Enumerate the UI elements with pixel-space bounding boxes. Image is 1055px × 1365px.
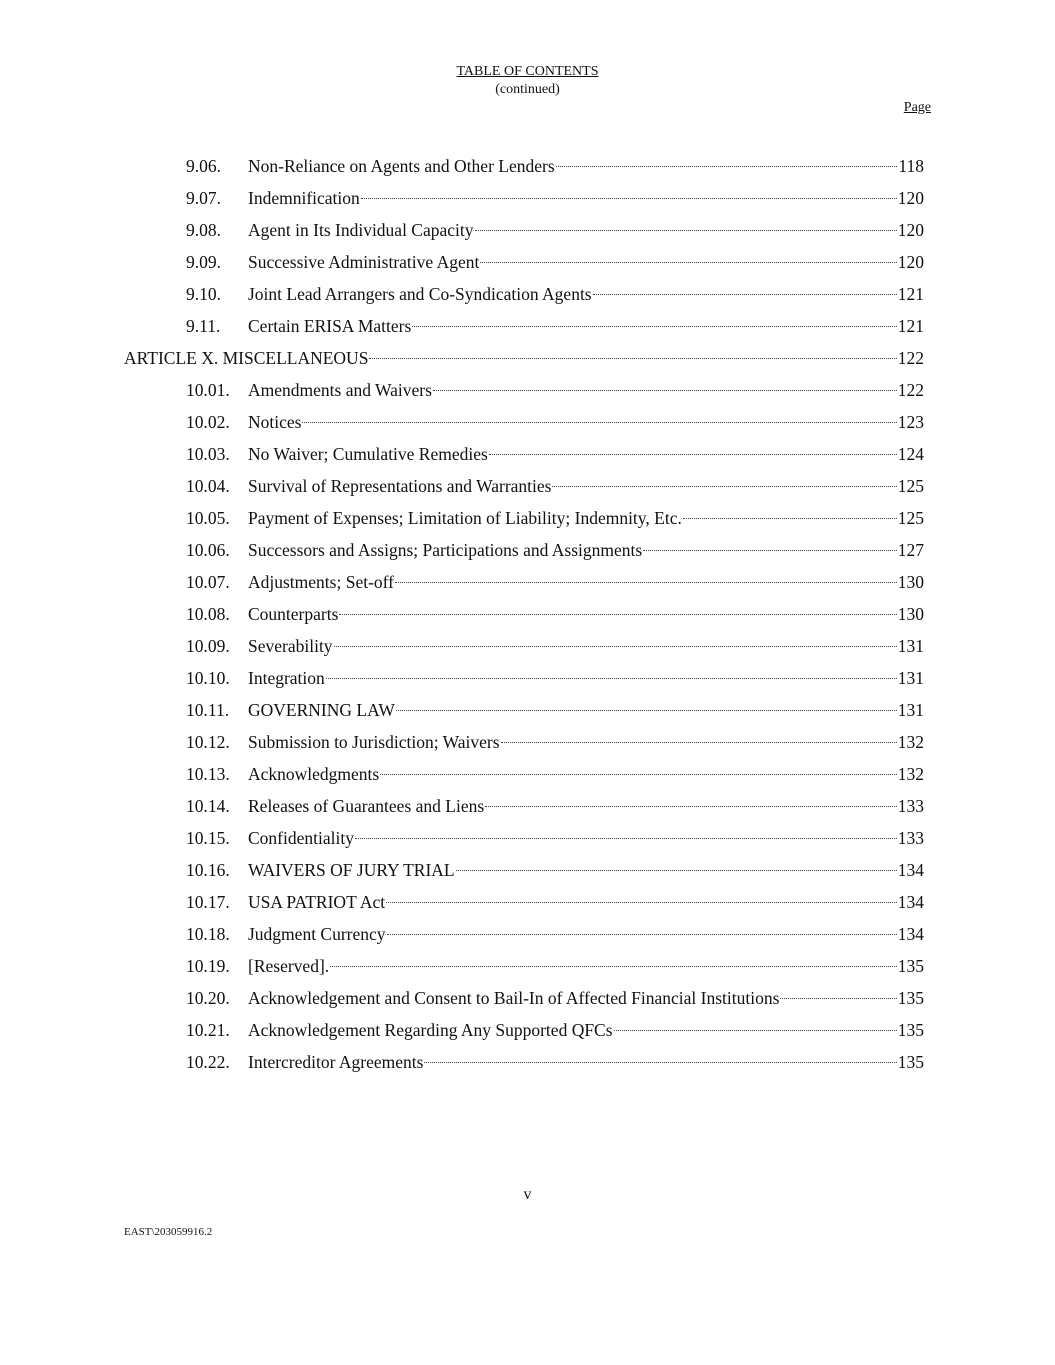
page-column-label: Page: [903, 100, 931, 115]
toc-entry[interactable]: [0, 150, 1055, 182]
toc-entry-line: [248, 982, 924, 1014]
footer-page-number: v: [523, 1186, 532, 1203]
toc-entry-number: 10.12.: [186, 732, 230, 752]
toc-entry-title: Intercreditor Agreements: [248, 1052, 424, 1072]
toc-entry-page: 130: [897, 604, 924, 624]
toc-entry-title: Adjustments; Set-off: [248, 572, 394, 592]
toc-entry-title: No Waiver; Cumulative Remedies: [248, 444, 488, 464]
dot-leader: [480, 262, 896, 263]
toc-entry-line: [248, 758, 924, 790]
dot-leader: [380, 774, 897, 775]
toc-entry-line: [248, 246, 924, 278]
toc-entry[interactable]: [0, 1014, 1055, 1046]
toc-entry-number: 9.06.: [186, 156, 221, 176]
toc-entry-line: [248, 214, 924, 246]
toc-entry-number: 10.10.: [186, 668, 230, 688]
toc-entry-line: [248, 406, 924, 438]
dot-leader: [424, 1062, 896, 1063]
dot-leader: [614, 1030, 897, 1031]
toc-entry-line: [248, 694, 924, 726]
toc-entry-page: 125: [897, 476, 924, 496]
toc-entry[interactable]: [0, 246, 1055, 278]
toc-entry-number: 10.09.: [186, 636, 230, 656]
toc-entry-line: [124, 342, 924, 374]
toc-entry-title: Acknowledgments: [248, 764, 380, 784]
toc-entry-number: 10.16.: [186, 860, 230, 880]
toc-entry[interactable]: [0, 694, 1055, 726]
toc-entry-line: [248, 790, 924, 822]
toc-entry[interactable]: [0, 534, 1055, 566]
toc-entry-page: 135: [897, 956, 924, 976]
dot-leader: [369, 358, 896, 359]
toc-entry-line: [248, 1014, 924, 1046]
toc-entry-title: Payment of Expenses; Limitation of Liability; Indemnity, Etc.: [248, 508, 682, 528]
toc-entry-line: [248, 854, 924, 886]
toc-entry-page: 134: [897, 892, 924, 912]
dot-leader: [456, 870, 897, 871]
toc-entry-title: Non-Reliance on Agents and Other Lenders: [248, 156, 555, 176]
toc-entry-title: Submission to Jurisdiction; Waivers: [248, 732, 500, 752]
dot-leader: [683, 518, 897, 519]
toc-entry-page: 132: [897, 732, 924, 752]
toc-entry-number: 10.01.: [186, 380, 230, 400]
toc-entry-number: 9.10.: [186, 284, 221, 304]
toc-entry-title: [Reserved].: [248, 956, 330, 976]
dot-leader: [485, 806, 897, 807]
toc-entry-page: 127: [897, 540, 924, 560]
dot-leader: [361, 198, 897, 199]
toc-entry-number: 10.18.: [186, 924, 230, 944]
toc-entry-title: Certain ERISA Matters: [248, 316, 412, 336]
dot-leader: [339, 614, 896, 615]
dot-leader: [355, 838, 897, 839]
dot-leader: [433, 390, 897, 391]
toc-entry-line: [248, 1046, 924, 1078]
toc-entry-page: 121: [897, 284, 924, 304]
toc-entry-page: 133: [897, 828, 924, 848]
toc-entry-line: [248, 278, 924, 310]
toc-entry-title: Counterparts: [248, 604, 339, 624]
toc-entry-number: 10.06.: [186, 540, 230, 560]
toc-entry-title: USA PATRIOT Act: [248, 892, 386, 912]
toc-entry-line: [248, 598, 924, 630]
toc-entry[interactable]: [0, 950, 1055, 982]
toc-entry-line: [248, 310, 924, 342]
toc-entry-page: 135: [897, 988, 924, 1008]
dot-leader: [556, 166, 898, 167]
dot-leader: [334, 646, 897, 647]
footer-document-id: EAST\203059916.2: [124, 1226, 213, 1238]
dot-leader: [489, 454, 897, 455]
dot-leader: [387, 934, 897, 935]
toc-entry-page: 133: [897, 796, 924, 816]
toc-entry[interactable]: [0, 406, 1055, 438]
toc-entry-number: 10.08.: [186, 604, 230, 624]
toc-entry-title: Indemnification: [248, 188, 360, 208]
toc-entry-title: Severability: [248, 636, 333, 656]
toc-entry-page: 130: [897, 572, 924, 592]
toc-entry-page: 122: [897, 380, 924, 400]
toc-entry[interactable]: [0, 566, 1055, 598]
toc-entry[interactable]: [0, 278, 1055, 310]
toc-entry-number: 10.22.: [186, 1052, 230, 1072]
toc-entry-number: 10.15.: [186, 828, 230, 848]
toc-entry-page: 135: [897, 1020, 924, 1040]
toc-entry-number: 10.19.: [186, 956, 230, 976]
toc-entry-title: Successors and Assigns; Participations and Assignments: [248, 540, 643, 560]
toc-entry-line: [248, 630, 924, 662]
toc-entry[interactable]: [0, 310, 1055, 342]
toc-entry-number: 10.03.: [186, 444, 230, 464]
toc-entry-page: 123: [897, 412, 924, 432]
toc-entry[interactable]: [0, 214, 1055, 246]
toc-entry-page: 132: [897, 764, 924, 784]
dot-leader: [395, 582, 897, 583]
toc-entry[interactable]: [0, 918, 1055, 950]
toc-entry-title: Amendments and Waivers: [248, 380, 432, 400]
toc-entry[interactable]: [0, 630, 1055, 662]
toc-entry-page: 135: [897, 1052, 924, 1072]
toc-entry-title: Successive Administrative Agent: [248, 252, 480, 272]
toc-entry-page: 118: [898, 156, 924, 176]
dot-leader: [475, 230, 897, 231]
toc-entry[interactable]: [0, 598, 1055, 630]
dot-leader: [552, 486, 896, 487]
dot-leader: [501, 742, 897, 743]
toc-entry-title: WAIVERS OF JURY TRIAL: [248, 860, 455, 880]
toc-entry-title: Confidentiality: [248, 828, 354, 848]
toc-entry-line: [248, 950, 924, 982]
toc-entry-page: 125: [897, 508, 924, 528]
toc-entry-line: [248, 470, 924, 502]
toc-subtitle: (continued): [495, 82, 560, 97]
toc-entry[interactable]: [0, 438, 1055, 470]
toc-entry[interactable]: [0, 982, 1055, 1014]
toc-entry-line: [248, 438, 924, 470]
toc-entry-line: [248, 886, 924, 918]
toc-entry-line: [248, 534, 924, 566]
toc-entry-number: 10.02.: [186, 412, 230, 432]
toc-entry-number: 10.21.: [186, 1020, 230, 1040]
toc-entry-title: Notices: [248, 412, 302, 432]
toc-entry-number: 10.14.: [186, 796, 230, 816]
toc-entry-page: 131: [897, 636, 924, 656]
toc-entry[interactable]: [0, 502, 1055, 534]
toc-entry[interactable]: [0, 822, 1055, 854]
toc-entry-number: 10.07.: [186, 572, 230, 592]
toc-entry-title: Releases of Guarantees and Liens: [248, 796, 485, 816]
toc-entry-page: 120: [897, 252, 924, 272]
toc-entry-page: 124: [897, 444, 924, 464]
toc-entry-line: [248, 662, 924, 694]
dot-leader: [302, 422, 896, 423]
toc-entry-number: 10.13.: [186, 764, 230, 784]
toc-entry-title: Integration: [248, 668, 325, 688]
toc-article-heading[interactable]: [0, 342, 1055, 374]
toc-entry-number: 10.20.: [186, 988, 230, 1008]
toc-entry[interactable]: [0, 886, 1055, 918]
toc-entry[interactable]: [0, 726, 1055, 758]
toc-entry-number: 10.05.: [186, 508, 230, 528]
toc-entry-line: [248, 918, 924, 950]
toc-entry-title: GOVERNING LAW: [248, 700, 395, 720]
toc-entry-line: [248, 374, 924, 406]
toc-entry-page: 122: [897, 348, 924, 368]
toc-entry-number: 10.11.: [186, 700, 230, 720]
dot-leader: [386, 902, 897, 903]
dot-leader: [643, 550, 897, 551]
toc-entry-title: Survival of Representations and Warranties: [248, 476, 552, 496]
toc-entry-title: Acknowledgement and Consent to Bail-In of Affected Financial Institutions: [248, 988, 780, 1008]
toc-entry-number: 10.17.: [186, 892, 230, 912]
toc-entry-page: 121: [897, 316, 924, 336]
dot-leader: [780, 998, 896, 999]
toc-entry-number: 9.09.: [186, 252, 221, 272]
toc-entry-line: [248, 150, 924, 182]
dot-leader: [326, 678, 897, 679]
toc-entry-page: 120: [897, 188, 924, 208]
toc-entry-line: [248, 726, 924, 758]
toc-entry-title: ARTICLE X. MISCELLANEOUS: [124, 348, 369, 368]
toc-entry[interactable]: [0, 662, 1055, 694]
toc-entry[interactable]: [0, 854, 1055, 886]
toc-entry[interactable]: [0, 470, 1055, 502]
toc-entry-page: 131: [897, 700, 924, 720]
toc-entry-number: 9.08.: [186, 220, 221, 240]
toc-entry-title: Acknowledgement Regarding Any Supported QFCs: [248, 1020, 613, 1040]
toc-entry[interactable]: [0, 374, 1055, 406]
toc-entry-page: 131: [897, 668, 924, 688]
toc-entry-title: Judgment Currency: [248, 924, 386, 944]
toc-entry-page: 120: [897, 220, 924, 240]
toc-entry-title: Agent in Its Individual Capacity: [248, 220, 474, 240]
dot-leader: [412, 326, 896, 327]
toc-entry-page: 134: [897, 924, 924, 944]
toc-entry-line: [248, 566, 924, 598]
toc-entry-title: Joint Lead Arrangers and Co-Syndication Agents: [248, 284, 592, 304]
toc-entry[interactable]: [0, 758, 1055, 790]
dot-leader: [396, 710, 897, 711]
toc-entry[interactable]: [0, 1046, 1055, 1078]
toc-entry-line: [248, 822, 924, 854]
toc-entry-line: [248, 182, 924, 214]
toc-entry[interactable]: [0, 182, 1055, 214]
toc-entry-number: 9.07.: [186, 188, 221, 208]
dot-leader: [330, 966, 897, 967]
dot-leader: [593, 294, 897, 295]
toc-title: TABLE OF CONTENTS: [456, 64, 599, 79]
toc-entry[interactable]: [0, 790, 1055, 822]
toc-entry-number: 9.11.: [186, 316, 221, 336]
toc-entry-number: 10.04.: [186, 476, 230, 496]
toc-entry-line: [248, 502, 924, 534]
toc-entry-page: 134: [897, 860, 924, 880]
